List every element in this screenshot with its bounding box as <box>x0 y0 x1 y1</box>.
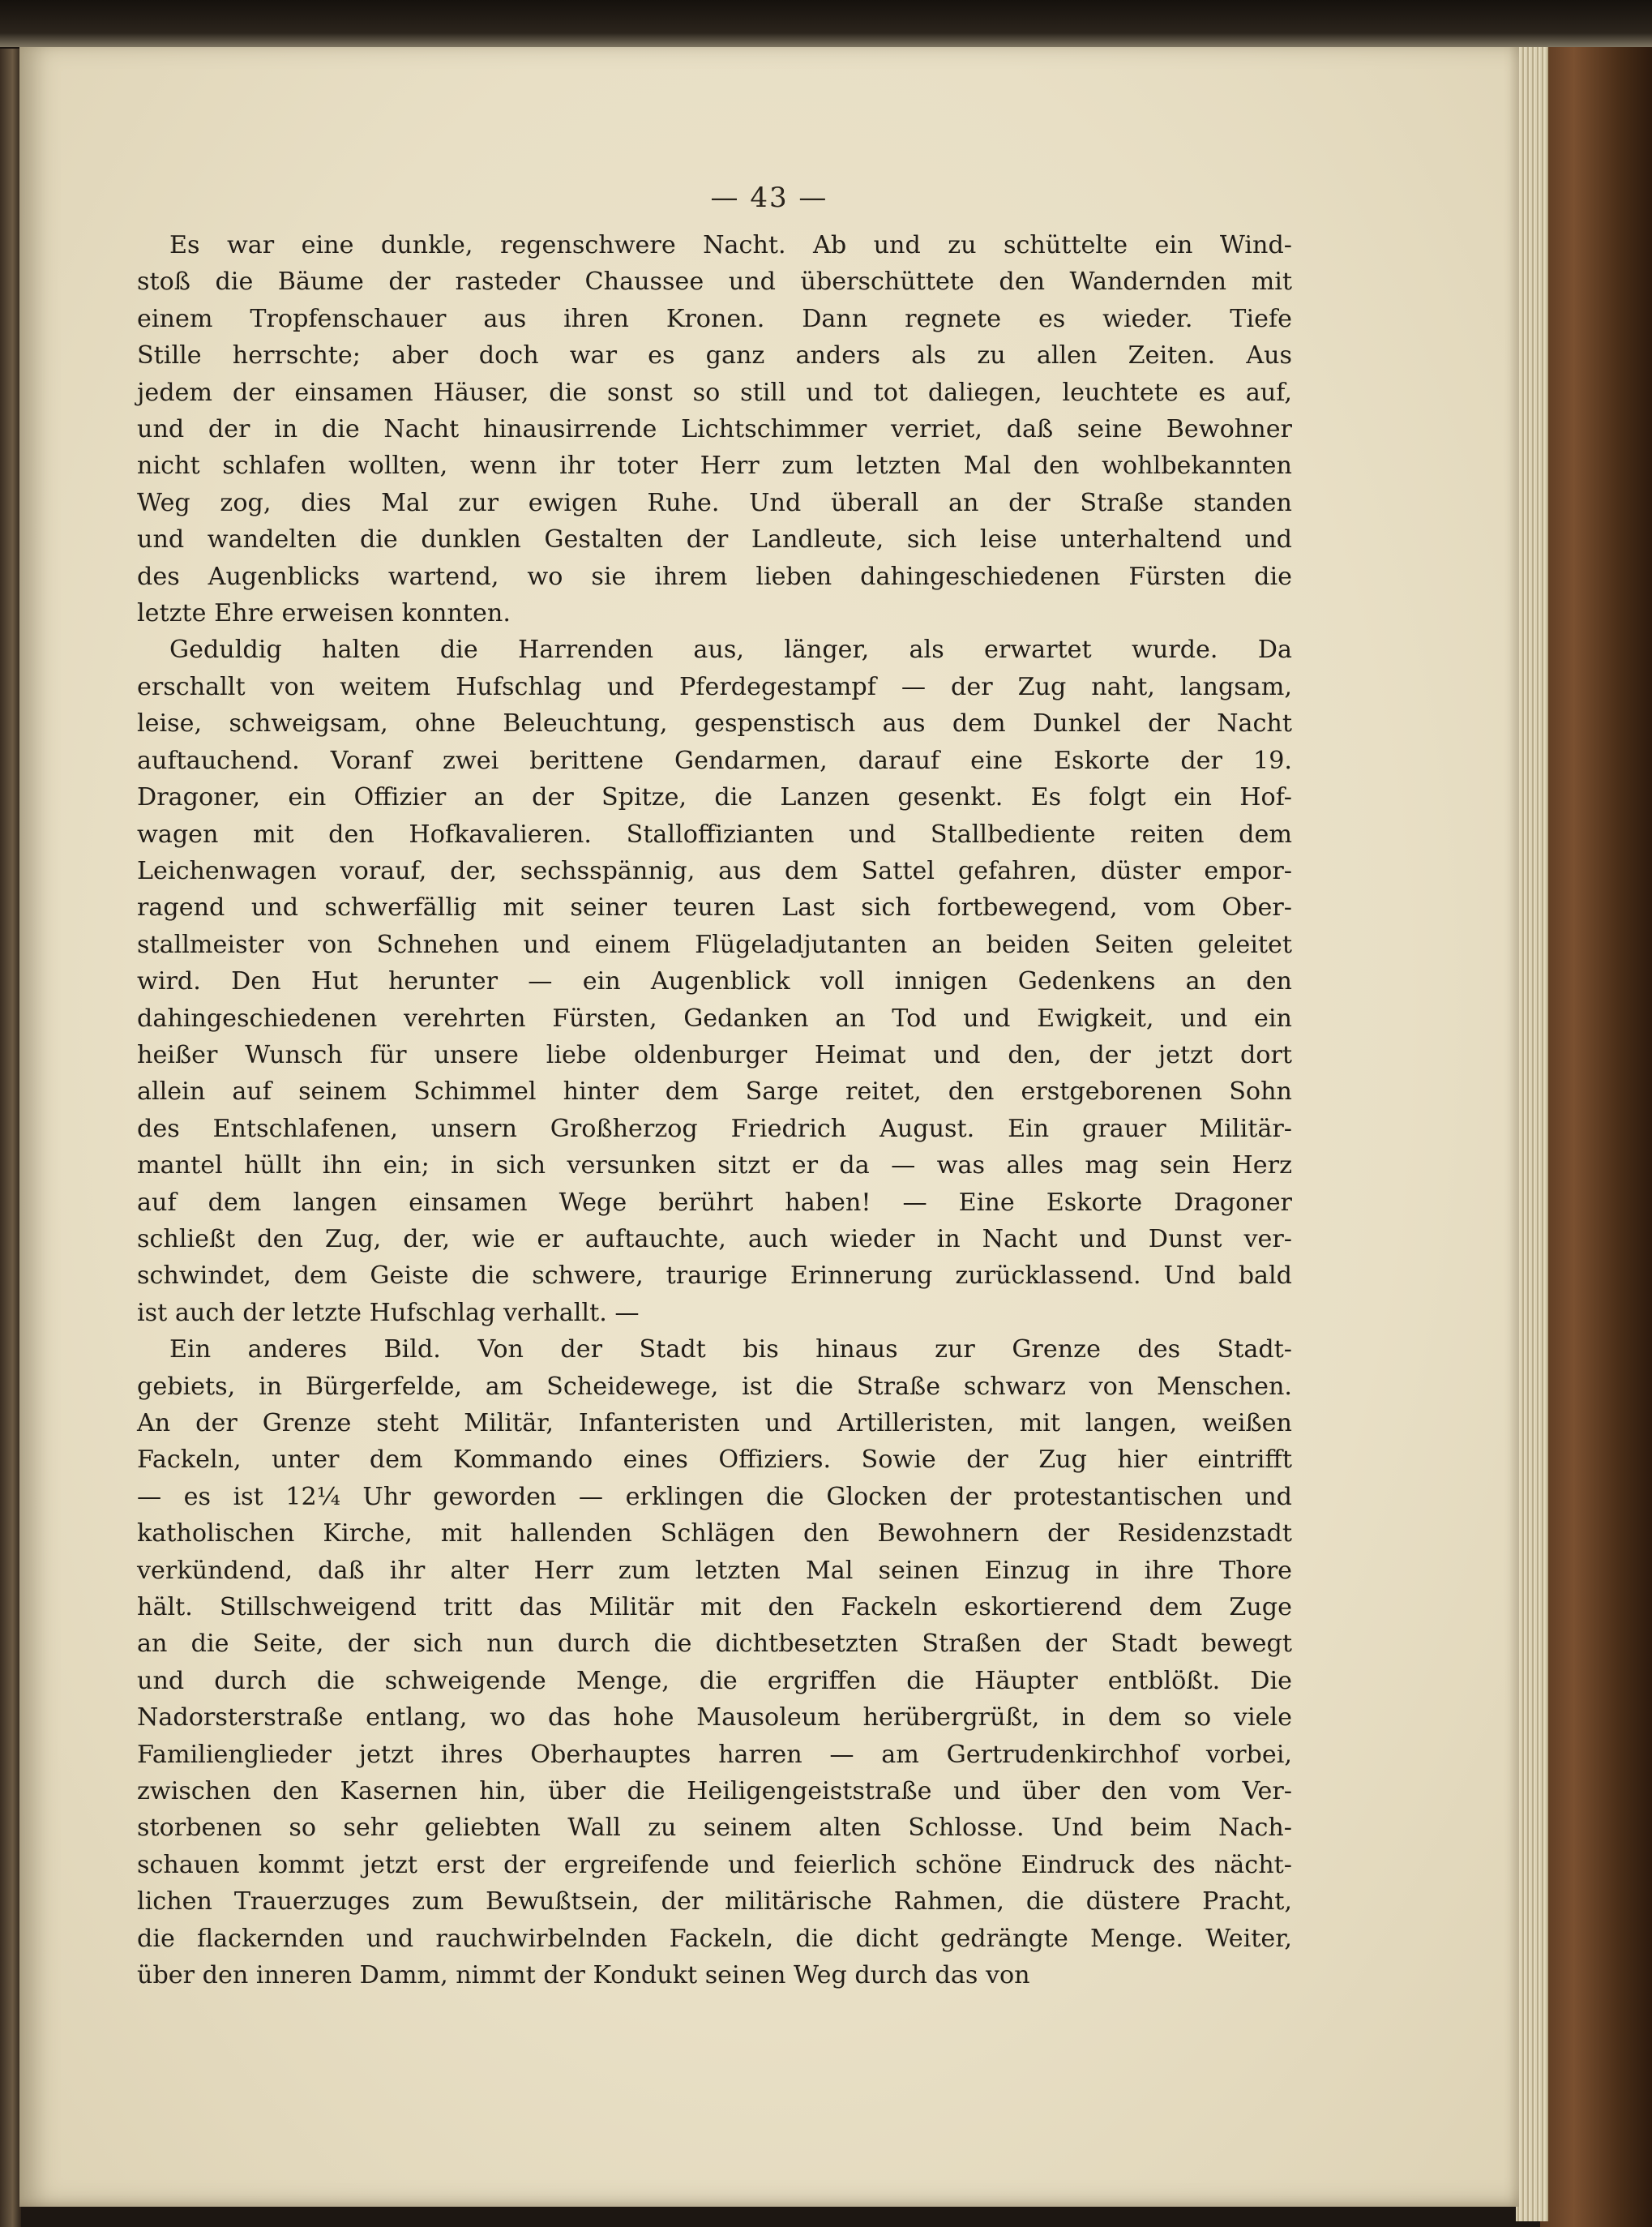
text-line: über den inneren Damm, nimmt der Kondukt seinen Weg durch das von <box>137 1961 1030 1990</box>
text-line: wird. Den Hut herunter — ein Augenblick voll innigen Gedenkens an den <box>137 967 1292 996</box>
book-cover <box>1540 24 1652 2227</box>
text-line: Stille herrschte; aber doch war es ganz anders als zu allen Zeiten. Aus <box>137 341 1292 370</box>
text-line: Familienglieder jetzt ihres Oberhauptes harren — am Gertrudenkirchhof vorbei, <box>137 1740 1292 1769</box>
text-line: — es ist 12¼ Uhr geworden — erklingen die Glocken der protestantischen und <box>137 1482 1292 1511</box>
text-line: Nadorsterstraße entlang, wo das hohe Mausoleum herübergrüßt, in dem so viele <box>137 1703 1292 1732</box>
text-line: ist auch der letzte Hufschlag verhallt. — <box>137 1298 640 1327</box>
text-line: ragend und schwerfällig mit seiner teuren Last sich fortbewegend, vom Ober- <box>137 893 1292 923</box>
text-line: dahingeschiedenen verehrten Fürsten, Gedanken an Tod und Ewigkeit, und ein <box>137 1004 1292 1033</box>
page-number: — 43 — <box>710 182 828 214</box>
text-line: gebiets, in Bürgerfelde, am Scheidewege, ist die Straße schwarz von Menschen. <box>137 1372 1292 1401</box>
text-line: jedem der einsamen Häuser, die sonst so still und tot daliegen, leuchtete es auf, <box>137 378 1292 407</box>
paragraph <box>137 632 1292 1331</box>
text-line: auftauchend. Voranf zwei berittene Gendarmen, darauf eine Eskorte der 19. <box>137 746 1292 775</box>
text-line: verkündend, daß ihr alter Herr zum letzten Mal seinen Einzug in ihre Thore <box>137 1556 1292 1585</box>
text-line: Geduldig halten die Harrenden aus, länger, als erwartet wurde. Da <box>169 636 1292 665</box>
text-line: schließt den Zug, der, wie er auftauchte, auch wieder in Nacht und Dunst ver- <box>137 1224 1292 1253</box>
text-line: die flackernden und rauchwirbelnden Fackeln, die dicht gedrängte Menge. Weiter, <box>137 1924 1292 1953</box>
text-line: auf dem langen einsamen Wege berührt haben! — Eine Eskorte Dragoner <box>137 1188 1292 1217</box>
book-page <box>19 42 1519 2207</box>
text-line: leise, schweigsam, ohne Beleuchtung, gespenstisch aus dem Dunkel der Nacht <box>137 709 1292 739</box>
text-line: stoß die Bäume der rasteder Chaussee und überschüttete den Wandernden mit <box>137 268 1292 297</box>
text-line: zwischen den Kasernen hin, über die Heiligengeiststraße und über den vom Ver- <box>137 1777 1292 1806</box>
text-line: Es war eine dunkle, regenschwere Nacht. Ab und zu schüttelte ein Wind- <box>169 231 1292 259</box>
text-line: einem Tropfenschauer aus ihren Kronen. Dann regnete es wieder. Tiefe <box>137 304 1292 333</box>
text-line: des Augenblicks wartend, wo sie ihrem lieben dahingeschiedenen Fürsten die <box>137 562 1292 591</box>
text-line: storbenen so sehr geliebten Wall zu seinem alten Schlosse. Und beim Nach- <box>137 1814 1292 1843</box>
text-line: mantel hüllt ihn ein; in sich versunken sitzt er da — was alles mag sein Herz <box>137 1151 1292 1180</box>
text-line: katholischen Kirche, mit hallenden Schlägen den Bewohnern der Residenzstadt <box>137 1519 1292 1548</box>
text-line: Fackeln, unter dem Kommando eines Offiziers. Sowie der Zug hier eintrifft <box>137 1445 1292 1475</box>
text-line: erschallt von weitem Hufschlag und Pferdegestampf — der Zug naht, langsam, <box>137 672 1292 701</box>
text-line: hält. Stillschweigend tritt das Militär mit den Fackeln eskortierend dem Zuge <box>137 1593 1292 1622</box>
text-line: heißer Wunsch für unsere liebe oldenburger Heimat und den, der jetzt dort <box>137 1040 1292 1069</box>
text-line: An der Grenze steht Militär, Infanteristen und Artilleristen, mit langen, weißen <box>137 1409 1292 1437</box>
paragraph <box>137 1331 1292 1994</box>
text-line: Leichenwagen vorauf, der, sechsspännig, aus dem Sattel gefahren, düster empor- <box>137 856 1292 885</box>
text-line: wagen mit den Hofkavalieren. Stalloffizianten und Stallbediente reiten dem <box>137 820 1292 849</box>
text-line: Ein anderes Bild. Von der Stadt bis hinaus zur Grenze des Stadt- <box>169 1335 1292 1364</box>
text-line: Dragoner, ein Offizier an der Spitze, die Lanzen gesenkt. Es folgt ein Hof- <box>137 783 1292 812</box>
text-line: nicht schlafen wollten, wenn ihr toter Herr zum letzten Mal den wohlbekannten <box>137 452 1292 481</box>
text-line: letzte Ehre erweisen konnten. <box>137 599 511 628</box>
text-line: allein auf seinem Schimmel hinter dem Sarge reitet, den erstgeborenen Sohn <box>137 1077 1292 1107</box>
text-line: Weg zog, dies Mal zur ewigen Ruhe. Und überall an der Straße standen <box>137 488 1292 517</box>
text-line: schwindet, dem Geiste die schwere, traurige Erinnerung zurücklassend. Und bald <box>137 1261 1292 1291</box>
text-line: stallmeister von Schnehen und einem Flügeladjutanten an beiden Seiten geleitet <box>137 930 1292 959</box>
text-line: lichen Trauerzuges zum Bewußtsein, der militärische Rahmen, die düstere Pracht, <box>137 1887 1292 1917</box>
facing-page-edge <box>0 49 21 2227</box>
scan-top-edge <box>0 0 1652 47</box>
page-edges <box>1516 32 1548 2221</box>
paragraph <box>137 227 1292 632</box>
text-line: und durch die schweigende Menge, die ergriffen die Häupter entblößt. Die <box>137 1666 1292 1695</box>
text-line: des Entschlafenen, unsern Großherzog Friedrich August. Ein grauer Militär- <box>137 1114 1292 1143</box>
text-line: schauen kommt jetzt erst der ergreifende und feierlich schöne Eindruck des nächt- <box>137 1850 1292 1879</box>
text-line: und der in die Nacht hinausirrende Lichtschimmer verriet, daß seine Bewohner <box>137 415 1292 444</box>
body-text <box>137 227 1292 1994</box>
text-line: und wandelten die dunklen Gestalten der Landleute, sich leise unterhaltend und <box>137 525 1292 555</box>
text-line: an die Seite, der sich nun durch die dichtbesetzten Straßen der Stadt bewegt <box>137 1630 1292 1659</box>
